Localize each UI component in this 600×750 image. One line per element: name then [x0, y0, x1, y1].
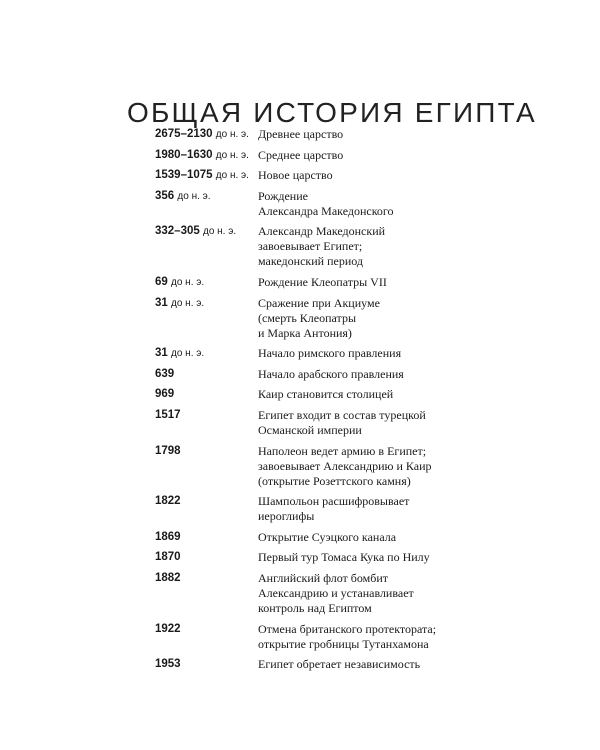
timeline-row [155, 148, 475, 163]
timeline-event: Среднее царство [258, 147, 344, 162]
timeline-era: до н. э. [215, 129, 249, 140]
timeline-date [155, 127, 258, 142]
timeline-year: 2675–2130 [155, 128, 213, 140]
timeline-era: до н. э. [177, 190, 211, 202]
timeline-date [155, 224, 258, 239]
timeline-event: Каир становится столицей [258, 387, 394, 402]
timeline-date [155, 530, 258, 545]
timeline-year: 1922 [155, 622, 181, 635]
timeline-event: Александр Македонский завоевывает Египет; македонский период [258, 224, 386, 269]
timeline-row [155, 408, 475, 438]
timeline-row [155, 387, 475, 402]
timeline-event: Первый тур Томаса Кука по Нилу [258, 550, 430, 565]
timeline-date [155, 168, 258, 183]
timeline-event: Начало римского правления [258, 346, 402, 361]
timeline-row [155, 224, 475, 269]
timeline-year: 1980–1630 [155, 148, 213, 161]
timeline-row [155, 346, 475, 361]
timeline-event: Египет входит в состав турецкой Османской империи [258, 407, 426, 437]
timeline-event: Отмена британского протектората; открытие гробницы Тутанхамона [258, 621, 437, 651]
timeline-row [155, 530, 475, 545]
timeline-date [155, 408, 258, 423]
timeline-date [155, 444, 258, 459]
timeline-date [155, 296, 258, 311]
timeline-date [155, 346, 258, 361]
timeline-date [155, 571, 258, 586]
timeline-year: 69 [155, 275, 168, 288]
timeline-row [155, 168, 475, 183]
timeline-era: до н. э. [171, 276, 205, 288]
timeline-year: 356 [155, 189, 175, 202]
timeline-date [155, 622, 258, 637]
timeline-event: Открытие Суэцкого канала [258, 529, 397, 544]
timeline-date [155, 148, 258, 163]
timeline-row [155, 127, 475, 142]
timeline-year: 31 [155, 347, 168, 360]
timeline-year: 31 [155, 296, 168, 309]
timeline-year: 1882 [155, 571, 181, 584]
timeline-era: до н. э. [215, 149, 249, 161]
timeline-year: 1539–1075 [155, 169, 213, 182]
timeline-year: 969 [155, 388, 175, 401]
timeline-date [155, 275, 258, 290]
timeline-date [155, 189, 258, 204]
timeline-event: Сражение при Акциуме (смерть Клеопатры и Марка Антония) [258, 295, 380, 340]
timeline-year: 1517 [155, 408, 181, 421]
timeline-year: 1953 [155, 658, 181, 671]
page-title: ОБЩАЯ ИСТОРИЯ ЕГИПТА [127, 96, 537, 128]
timeline-event: Начало арабского правления [258, 366, 404, 381]
timeline-date [155, 657, 258, 672]
timeline-event: Египет обретает независимость [258, 657, 421, 672]
timeline-date [155, 494, 258, 509]
timeline-event: Древнее царство [258, 127, 344, 141]
timeline-row [155, 657, 475, 672]
timeline-date [155, 387, 258, 402]
timeline-row [155, 275, 475, 290]
timeline-event: Английский флот бомбит Александрию и устанавливает контроль над Египтом [258, 570, 414, 615]
timeline-date [155, 550, 258, 565]
timeline-year: 1822 [155, 495, 181, 508]
timeline-row [155, 444, 475, 489]
timeline-year: 1869 [155, 530, 181, 543]
timeline-year: 1798 [155, 444, 181, 457]
timeline [155, 127, 475, 672]
timeline-row [155, 571, 475, 616]
timeline-event: Новое царство [258, 168, 333, 183]
timeline-event: Рождение Александра Македонского [258, 188, 394, 218]
timeline-event: Рождение Клеопатры VII [258, 274, 387, 289]
timeline-era: до н. э. [215, 170, 249, 182]
timeline-event: Наполеон ведет армию в Египет; завоевывает Александрию и Каир (открытие Розеттского камня) [258, 443, 432, 488]
timeline-date [155, 367, 258, 382]
timeline-era: до н. э. [202, 226, 237, 238]
timeline-year: 332–305 [155, 225, 200, 238]
timeline-row [155, 622, 475, 652]
timeline-row [155, 189, 475, 219]
timeline-year: 639 [155, 367, 175, 380]
timeline-era: до н. э. [171, 297, 205, 309]
timeline-era: до н. э. [171, 348, 205, 360]
timeline-row [155, 550, 475, 565]
timeline-year: 1870 [155, 551, 181, 564]
timeline-row [155, 494, 475, 524]
timeline-row [155, 367, 475, 382]
timeline-row [155, 296, 475, 341]
timeline-event: Шампольон расшифровывает иероглифы [258, 494, 410, 524]
